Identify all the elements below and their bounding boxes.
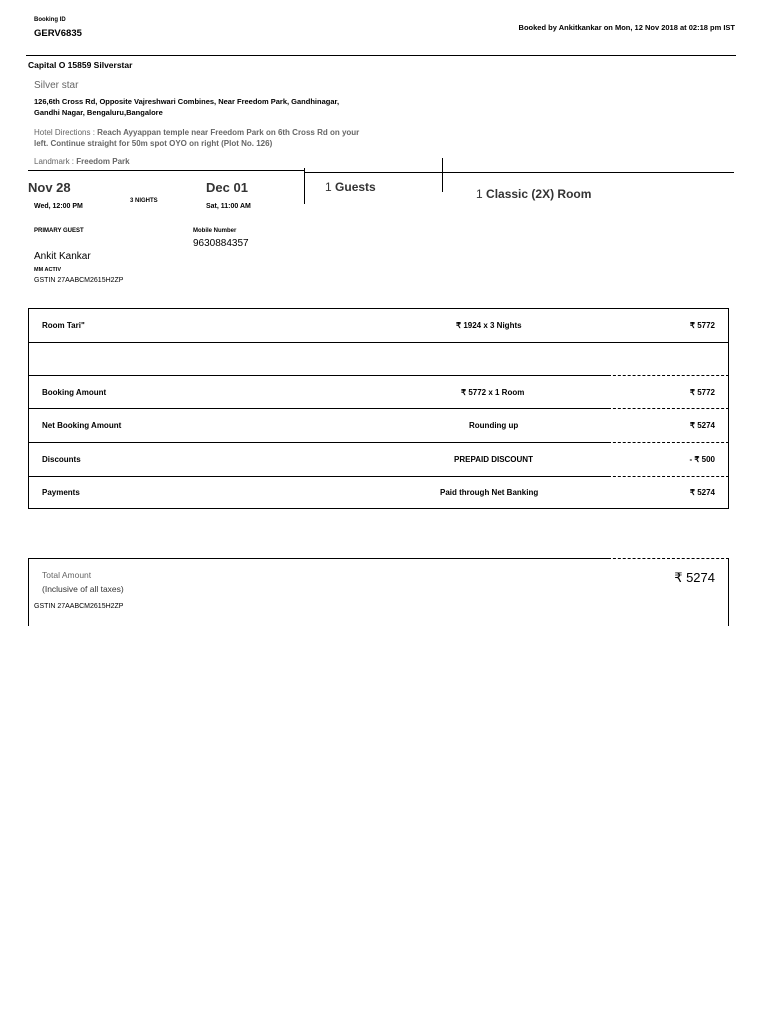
checkin-date: Nov 28	[28, 180, 71, 195]
tariff-row-label: Net Booking Amount	[42, 421, 122, 430]
checkin-time: Wed, 12:00 PM	[34, 203, 83, 210]
tariff-row-amount: ₹ 5772	[689, 388, 715, 397]
tariff-dash-divider-2	[608, 375, 729, 376]
booking-id: GERV6835	[34, 28, 82, 39]
guests-count: 1	[325, 180, 332, 194]
total-amount: ₹ 5274	[674, 570, 715, 585]
total-right-border	[728, 558, 729, 626]
tariff-row-amount: ₹ 5274	[689, 488, 715, 497]
tariff-dash-divider-5	[608, 476, 729, 477]
tariff-row-divider-2	[28, 375, 608, 376]
tariff-dash-divider-4	[608, 442, 729, 443]
hotel-address-line2: Gandhi Nagar, Bengaluru,Bangalore	[34, 108, 163, 117]
total-top-dash	[608, 558, 729, 559]
guest-company: MM ACTIV	[34, 267, 61, 273]
room-count: 1	[476, 187, 483, 201]
tariff-row-divider-3	[28, 408, 608, 409]
mobile-number: 9630884357	[193, 238, 249, 249]
header-divider	[26, 55, 736, 56]
total-sub-label: (Inclusive of all taxes)	[42, 584, 124, 594]
guests	[325, 180, 376, 194]
landmark-value: Freedom Park	[76, 157, 130, 166]
tariff-row-detail: ₹ 5772 x 1 Room	[461, 388, 525, 397]
total-left-border	[28, 558, 29, 626]
directions-line2: left. Continue straight for 50m spot OYO on right (Plot No. 126)	[34, 139, 273, 148]
hotel-directions	[34, 128, 359, 137]
tariff-row-divider-4	[28, 442, 608, 443]
tariff-dash-divider-3	[608, 408, 729, 409]
tariff-row-detail: Paid through Net Banking	[440, 488, 539, 497]
tariff-row-amount: - ₹ 500	[689, 455, 715, 464]
landmark	[34, 157, 130, 166]
guests-label: Guests	[335, 180, 376, 194]
tariff-row-divider-5	[28, 476, 608, 477]
checkout-date: Dec 01	[206, 180, 248, 195]
hotel-code-name: Capital O 15859 Silverstar	[28, 60, 133, 70]
landmark-label: Landmark :	[34, 157, 77, 166]
hotel-address-line1: 126,6th Cross Rd, Opposite Vajreshwari Combines, Near Freedom Park, Gandhinagar,	[34, 97, 340, 106]
tariff-row-label: Room Tari"	[42, 321, 85, 330]
guest-gstin: GSTIN 27AABCM2615H2ZP	[34, 277, 124, 284]
booked-by: Booked by Ankitkankar on Mon, 12 Nov 2018 at 02:18 pm IST	[518, 23, 735, 32]
total-gstin: GSTIN 27AABCM2615H2ZP	[34, 603, 124, 610]
tariff-row-label: Payments	[42, 488, 80, 497]
total-top-border	[28, 558, 608, 559]
booking-id-label: Booking ID	[34, 17, 66, 23]
primary-guest-label: PRIMARY GUEST	[34, 228, 84, 234]
landmark-divider	[28, 170, 304, 171]
nights-count: 3 NIGHTS	[130, 198, 158, 204]
tariff-row-divider-1	[28, 342, 729, 343]
room-type: Classic (2X) Room	[486, 187, 592, 201]
room-info	[476, 187, 591, 201]
directions-label: Hotel Directions :	[34, 128, 98, 137]
tariff-row-detail: ₹ 1924 x 3 Nights	[456, 321, 522, 330]
stay-vertical-divider-1	[304, 168, 305, 204]
directions-line1: Reach Ayyappan temple near Freedom Park on 6th Cross Rd on your	[97, 128, 360, 137]
tariff-row-amount: ₹ 5772	[689, 321, 715, 330]
tariff-row-detail: PREPAID DISCOUNT	[454, 455, 533, 464]
stay-vertical-divider-3	[442, 158, 443, 172]
total-label: Total Amount	[42, 570, 92, 580]
tariff-row-label: Discounts	[42, 455, 81, 464]
tariff-row-amount: ₹ 5274	[689, 421, 715, 430]
hotel-name: Silver star	[34, 80, 79, 91]
stay-divider	[304, 172, 734, 173]
tariff-row-label: Booking Amount	[42, 388, 107, 397]
checkout-time: Sat, 11:00 AM	[206, 203, 251, 210]
tariff-row-detail: Rounding up	[469, 421, 519, 430]
guest-name: Ankit Kankar	[34, 251, 91, 262]
mobile-label: Mobile Number	[193, 228, 237, 234]
